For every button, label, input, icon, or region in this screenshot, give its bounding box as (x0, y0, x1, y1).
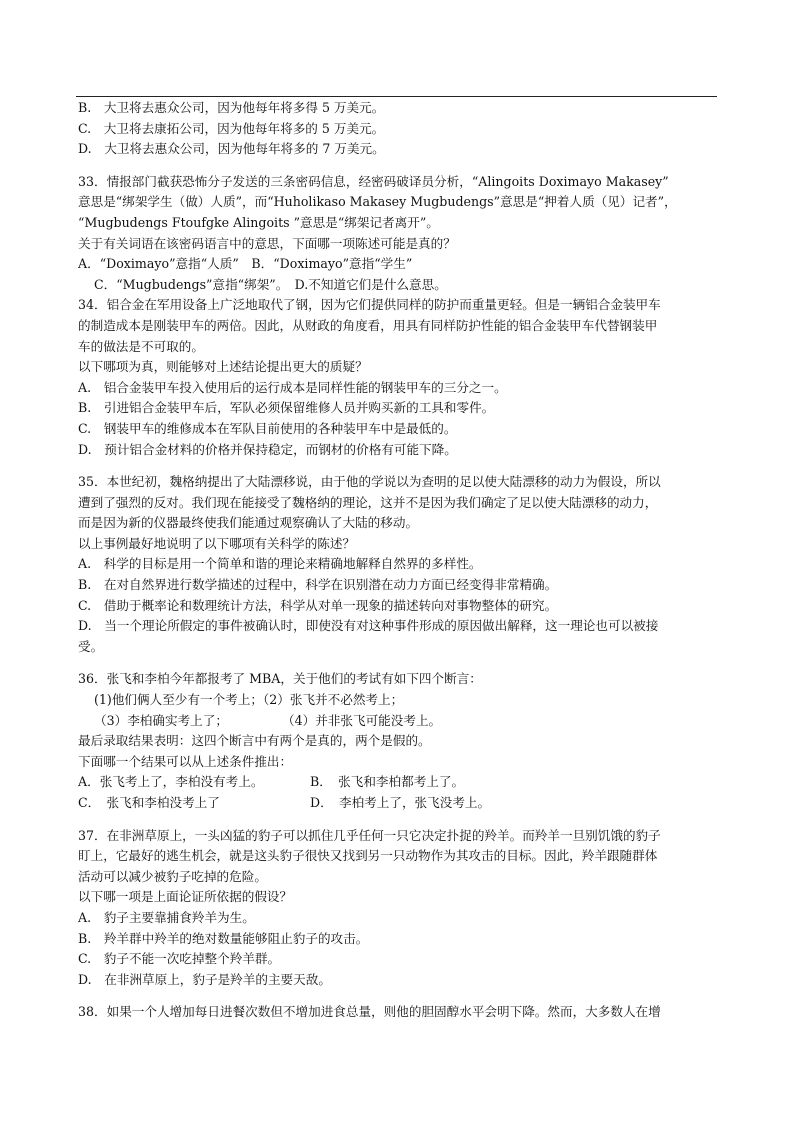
question-prompt: 以上事例最好地说明了以下哪项有关科学的陈述？ (78, 535, 356, 551)
result-statement: 最后录取结果表明：这四个断言中有两个是真的，两个是假的。 (78, 733, 431, 749)
option-b: B. 羚羊群中羚羊的绝对数量能够阻止豹子的攻击。 (78, 930, 369, 946)
question-stem-line: 35．本世纪初，魏格纳提出了大陆漂移说，由于他的学说以为查明的足以使大陆漂移的动力为假设，所以 (78, 474, 661, 490)
spacer (78, 460, 718, 472)
question-prompt: 关于有关词语在该密码语言中的意思，下面哪一项陈述可能是真的？ (78, 235, 456, 251)
spacer (78, 657, 718, 669)
option-d-continued: 受。 (78, 638, 104, 654)
document-body (78, 98, 718, 1023)
question-stem-line: 34．铝合金在军用设备上广泛地取代了钢，因为它们提供同样的防护而重量更轻。但是一辆铝合金装甲车 (78, 297, 661, 313)
question-stem-line: 36．张飞和李柏今年都报考了 MBA，关于他们的考试有如下四个断言： (78, 671, 482, 687)
option-a: A．张飞考上了，李柏没有考上。 (78, 774, 264, 790)
assertions-line-2 (78, 711, 718, 732)
option-d: D. 大卫将去惠众公司，因为他每年将多的 7 万美元。 (78, 141, 385, 157)
question-stem-line: 38．如果一个人增加每日进餐次数但不增加进食总量，则他的胆固醇水平会明下降。然而，大多数人在增 (78, 1004, 661, 1020)
option-d: D． 李柏考上了，张飞没考上。 (310, 795, 491, 810)
question-prompt: 以下哪项为真，则能够对上述结论提出更大的质疑？ (78, 359, 368, 375)
option-a: A. 豹子主要靠捕食羚羊为生。 (78, 909, 255, 925)
question-37 (78, 826, 718, 991)
question-stem-line: 而是因为新的仪器最终使我们能通过观察确认了大陆的移动。 (78, 515, 419, 531)
option-a: A. 铝合金装甲车投入使用后的运行成本是同样性能的钢装甲车的三分之一。 (78, 379, 507, 395)
option-b: B． 张飞和李柏都考上了。 (310, 774, 465, 790)
option-c: C. 钢装甲车的维修成本在军队目前使用的各种装甲车中是最低的。 (78, 420, 457, 436)
question-stem-line: 盯上，它最好的逃生机会，就是这头豹子很快又找到另一只动物作为其攻击的目标。因此，羚羊跟随群体 (78, 848, 658, 864)
question-33 (78, 172, 718, 296)
question-stem-line: 车的做法是不可取的。 (78, 338, 204, 354)
option-ab: A．“Doximayo”意指“人质” B．“Doximayo”意指“学生” (78, 256, 413, 272)
question-stem-line: 的制造成本是刚装甲车的两倍。因此，从财政的角度看，用具有同样防护性能的铝合金装甲车代替钢装甲 (78, 317, 658, 333)
option-c: C. 豹子不能一次吃掉整个羚羊群。 (78, 951, 281, 967)
option-a: A. 科学的目标是用一个简单和谐的理论来精确地解释自然界的多样性。 (78, 556, 482, 572)
question-32-options (78, 98, 718, 160)
question-stem-line: 活动可以减少被豹子吃掉的危险。 (78, 868, 267, 884)
assertions-line-1: (1)他们俩人至少有一个考上；（2）张飞并不必然考上； (94, 692, 404, 708)
options-ab (78, 772, 718, 793)
option-b: B. 引进铝合金装甲车后，军队必须保留维修人员并购买新的工具和零件。 (78, 400, 495, 416)
question-stem-line: 37．在非洲草原上，一头凶猛的豹子可以抓住几乎任何一只它决定扑捉的羚羊。而羚羊一旦别饥饿的豹子 (78, 827, 661, 843)
question-stem-line: 意思是“绑架学生（做）人质”，而“Huholikaso Makasey Mugbudengs”意思是“押着人质（见）记者”， (78, 194, 677, 210)
question-34 (78, 295, 718, 460)
assertion-3: （3）李柏确实考上了； (94, 712, 228, 728)
option-c: C. 借助于概率论和数理统计方法，科学从对单一现象的描述转向对事物整体的研究。 (78, 597, 558, 613)
question-35 (78, 472, 718, 657)
header-rule (76, 96, 717, 97)
option-d: D. 预计铝合金材料的价格并保持稳定，而钢材的价格有可能下降。 (78, 441, 457, 457)
option-c: C． 张飞和李柏没考上了 (78, 795, 220, 810)
spacer (78, 814, 718, 826)
question-38 (78, 1002, 718, 1023)
question-prompt: 以下哪一项是上面论证所依据的假设？ (78, 889, 293, 905)
option-c: C. 大卫将去康拓公司，因为他每年将多的 5 万美元。 (78, 120, 385, 136)
question-stem-line: 遭到了强烈的反对。我们现在能接受了魏格纳的理论，这并不是因为我们确定了足以使大陆漂移的动力， (78, 494, 658, 510)
question-prompt: 下面哪一个结果可以从上述条件推出： (78, 753, 293, 769)
spacer (78, 990, 718, 1002)
option-cd: C．“Mugbudengs”意指“绑架”。 D.不知道它们是什么意思。 (94, 276, 447, 292)
options-cd (78, 793, 718, 814)
question-stem-line: 33．情报部门截获恐怖分子发送的三条密码信息，经密码破译员分析，“Alingoits Doximayo Makasey” (78, 173, 669, 189)
assertion-4: （4）并非张飞可能没考上。 (282, 712, 442, 728)
option-d: D. 在非洲草原上，豹子是羚羊的主要天敌。 (78, 971, 331, 987)
question-stem-line: “Mugbudengs Ftoufgke Alingoits ”意思是“绑架记者离开”。 (78, 214, 439, 230)
spacer (78, 160, 718, 172)
option-d: D. 当一个理论所假定的事件被确认时，即使没有对这种事件形成的原因做出解释，这一理论也可以被接 (78, 618, 659, 634)
option-b: B. 在对自然界进行数学描述的过程中，科学在识别潜在动力方面已经变得非常精确。 (78, 577, 558, 593)
question-36 (78, 669, 718, 813)
option-b: B. 大卫将去惠众公司，因为他每年将多得 5 万美元。 (78, 100, 385, 115)
